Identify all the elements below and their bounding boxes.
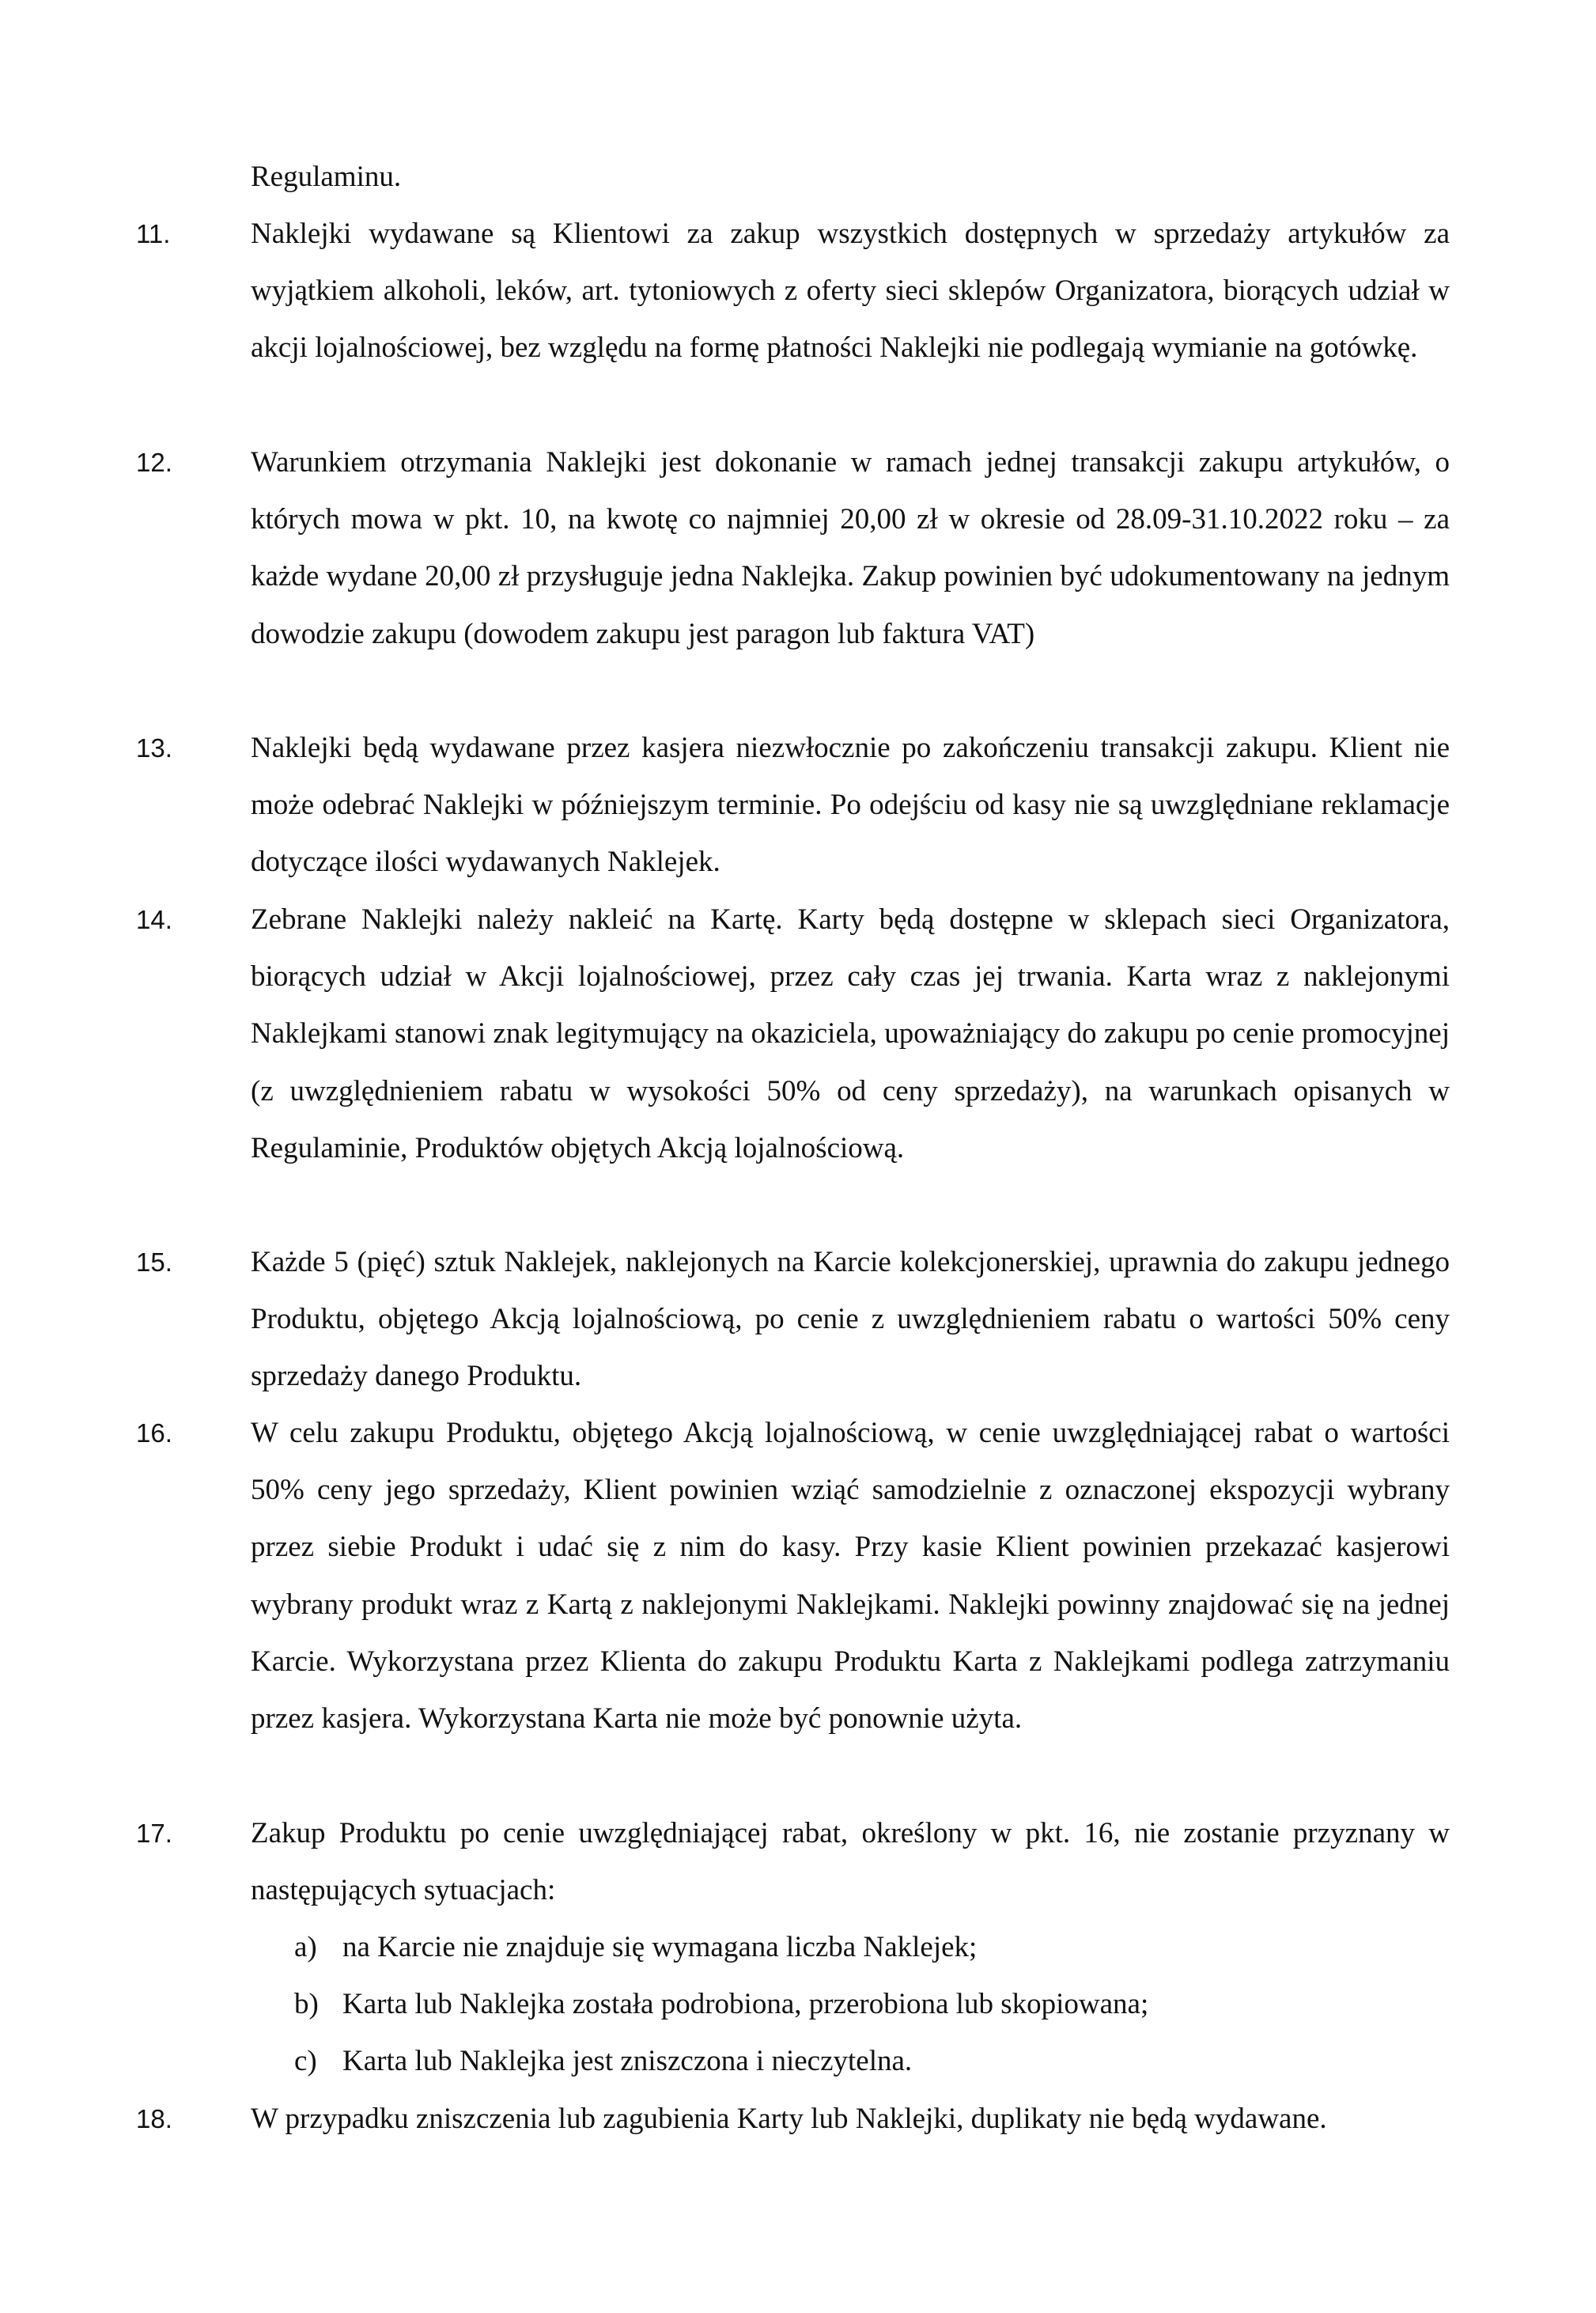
item-number: 15. (136, 1247, 172, 1277)
sub-item-text: Karta lub Naklejka jest zniszczona i nieczytelna. (342, 2045, 913, 2077)
item-number: 17. (136, 1819, 172, 1848)
item-number: 13. (136, 733, 172, 763)
continuation-text (251, 149, 1450, 206)
item-text: Naklejki wydawane są Klientowi za zakup wszystkich dostępnych w sprzedaży artykułów za wyjątkiem alkoholi, leków, art. tytoniowych z oferty sieci sklepów Organizatora, biorących udział w akcji lojalnościowej, bez względu na formę płatności Naklejki nie podlegają wymianie na gotówkę. (251, 218, 1450, 365)
item-number: 18. (136, 2104, 172, 2133)
item-text: W przypadku zniszczenia lub zagubienia Karty lub Naklejki, duplikaty nie będą wydawane. (251, 2103, 1327, 2135)
sub-item-text: Karta lub Naklejka została podrobiona, przerobiona lub skopiowana; (342, 1988, 1149, 2020)
sub-item-text: na Karcie nie znajduje się wymagana liczba Naklejek; (342, 1931, 978, 1963)
item-text: Naklejki będą wydawane przez kasjera niezwłocznie po zakończeniu transakcji zakupu. Klient nie może odebrać Naklejki w późniejszym terminie. Po odejściu od kasy nie są uwzględniane reklamacje dotyczące ilości wydawanych Naklejek. (251, 732, 1450, 879)
sub-item-letter: b) (294, 1988, 319, 2020)
sub-item-letter: a) (294, 1931, 317, 1963)
item-text: W celu zakupu Produktu, objętego Akcją lojalnościową, w cenie uwzględniającej rabat o wartości 50% ceny jego sprzedaży, Klient powinien wziąć samodzielnie z oznaczonej ekspozycji wybrany przez siebie Produkt i udać się z nim do kasy. Przy kasie Klient powinien przekazać kasjerowi wybrany produkt wraz z Kartą z naklejonymi Naklejkami. Naklejki powinny znajdować się na jednej Karcie. Wykorzystana przez Klienta do zakupu Produktu Karta z Naklejkami podlega zatrzymaniu przez kasjera. Wykorzystana Karta nie może być ponownie użyta. (251, 1417, 1450, 1736)
list-item-16 (136, 1405, 1450, 1747)
list-item-17 (136, 1805, 1450, 1919)
list-item-18 (136, 2091, 1450, 2148)
continuation-label: Regulaminu. (251, 161, 402, 193)
item-text: Zakup Produktu po cenie uwzględniającej rabat, określony w pkt. 16, nie zostanie przyznany w następujących sytuacjach: (251, 1817, 1450, 1907)
list-item-14 (136, 892, 1450, 1177)
sub-item-a (295, 1919, 1450, 1976)
item-text: Warunkiem otrzymania Naklejki jest dokonanie w ramach jednej transakcji zakupu artykułów, o których mowa w pkt. 10, na kwotę co najmniej 20,00 zł w okresie od 28.09-31.10.2022 roku – za każde wydane 20,00 zł przysługuje jedna Naklejka. Zakup powinien być udokumentowany na jednym dowodzie zakupu (dowodem zakupu jest paragon lub faktura VAT) (251, 446, 1450, 650)
list-item-12 (136, 434, 1450, 663)
sub-item-c (295, 2033, 1450, 2090)
sub-item-letter: c) (294, 2045, 317, 2077)
item-number: 12. (136, 448, 172, 477)
item-number: 14. (136, 905, 172, 934)
list-item-15 (136, 1234, 1450, 1406)
sub-item-b (295, 1976, 1450, 2033)
item-number: 16. (136, 1418, 172, 1448)
item-text: Każde 5 (pięć) sztuk Naklejek, naklejonych na Karcie kolekcjonerskiej, uprawnia do zakupu jednego Produktu, objętego Akcją lojalnościową, po cenie z uwzględnieniem rabatu o wartości 50% ceny sprzedaży danego Produktu. (251, 1246, 1450, 1393)
item-text: Zebrane Naklejki należy nakleić na Kartę. Karty będą dostępne w sklepach sieci Organizatora, biorących udział w Akcji lojalnościowej, przez cały czas jej trwania. Karta wraz z naklejonymi Naklejkami stanowi znak legitymujący na okaziciela, upoważniający do zakupu po cenie promocyjnej (z uwzględnieniem rabatu w wysokości 50% od ceny sprzedaży), na warunkach opisanych w Regulaminie, Produktów objętych Akcją lojalnościową. (251, 903, 1450, 1164)
list-item-13 (136, 720, 1450, 892)
list-item-11 (136, 206, 1450, 377)
item-number: 11. (136, 219, 171, 248)
